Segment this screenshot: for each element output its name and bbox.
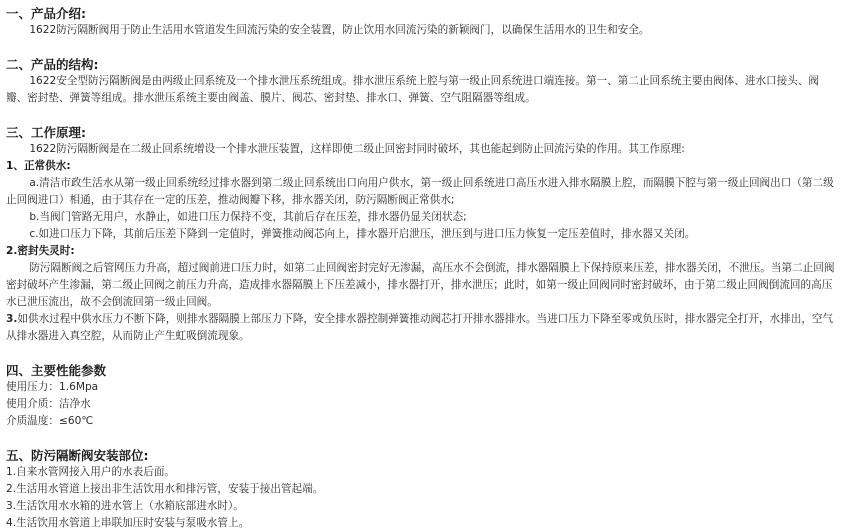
list-item: 使用介质：洁净水 [6,398,91,410]
paragraph-a: a.清洁市政生活水从第一级止回系统经过排水器到第二级止回系统出口向用户供水，第一级止回系统进口高压水进入排水隔膜上腔，而隔膜下腔与第一级止回阀出口（第二级止回阀进口）相通，由于其存在一定的压差，推动阀瓣下移，排水器关闭，防污隔断阀正常供水; [6,177,834,206]
spacer [6,345,840,362]
section-title: 一、产品介绍: [6,6,86,21]
subheading-normal-supply: 1、正常供水: [6,160,71,172]
paragraph: 1622防污隔断阀是在二级止回系统增设一个排水泄压装置，这样即使二级止回密封同时破坏，其也能起到防止回流污染的作用。其工作原理: [29,143,685,155]
install-list [6,464,840,532]
section-title: 四、主要性能参数 [6,363,107,378]
list-item: 3.生活饮用水水箱的进水管上（水箱底部进水时）。 [6,500,244,512]
paragraph: 1622防污隔断阀用于防止生活用水管道发生回流污染的安全装置，防止饮用水回流污染的新颖阀门，以确保生活用水的卫生和安全。 [29,24,650,36]
list-item: 使用压力：1.6Mpa [6,381,99,393]
section-product-structure [6,56,840,107]
subheading-seal-failure: 2.密封失灵时: [6,245,75,257]
spacer [6,107,840,124]
paragraph-c: c.如进口压力下降，其前后压差下降到一定值时，弹簧推动阀芯向上，排水器开启泄压，泄压到与进口压力恢复一定压差值时，排水器又关闭。 [29,228,696,240]
section-title: 三、工作原理: [6,125,86,140]
list-item: 4.生活饮用水管道上串联加压时安装与泵吸水管上。 [6,517,250,529]
paragraph: 防污隔断阀之后管网压力升高，超过阀前进口压力时，如第二止回阀密封完好无渗漏，高压水不会倒流，排水器隔膜上下保持原来压差，排水器关闭，不泄压。当第二止回阀密封破坏产生渗漏，第二级止回阀之前压力升高，造成排水器隔膜上下压差减小，排水器打开，排水泄压；此时，如第一级止回阀同时密封破坏，由于第二级止回阀倒流回的高压水已泄压流出，故不会倒流回第一级止回阀。 [6,262,835,308]
section-install-locations [6,447,840,532]
section-title: 二、产品的结构: [6,57,99,72]
paragraph-number: 3. [6,313,18,325]
spacer [6,39,840,56]
list-item: 1.自来水管网接入用户的水表后面。 [6,466,176,478]
section-product-intro [6,5,840,39]
section-working-principle [6,124,840,345]
param-list [6,379,840,430]
list-item: 介质温度：≤60℃ [6,415,94,427]
paragraph-3 [6,311,840,345]
section-title: 五、防污隔断阀安装部位: [6,448,149,463]
spacer [6,430,840,447]
paragraph-b: b.当阀门管路无用户，水静止，如进口压力保持不变，其前后存在压差，排水器仍显关闭状态; [29,211,467,223]
section-performance-params [6,362,840,430]
list-item: 2.生活用水管道上接出非生活饮用水和排污管，安装于接出管起端。 [6,483,324,495]
paragraph: 1622安全型防污隔断阀是由两级止回系统及一个排水泄压系统组成。排水泄压系统上腔与第一级止回系统进口端连接。第一、第二止回系统主要由阀体、进水口接头、阀瓣、密封垫、弹簧等组成。排水泄压系统主要由阀盖、膜片、阀芯、密封垫、排水口、弹簧、空气阻隔器等组成。 [6,75,820,104]
paragraph-text: 如供水过程中供水压力不断下降，则排水器隔膜上部压力下降，安全排水器控制弹簧推动阀芯打开排水器排水。当进口压力下降至零或负压时，排水器完全打开，水排出，空气从排水器进入真空腔，从而防止产生虹吸倒流现象。 [6,313,834,342]
